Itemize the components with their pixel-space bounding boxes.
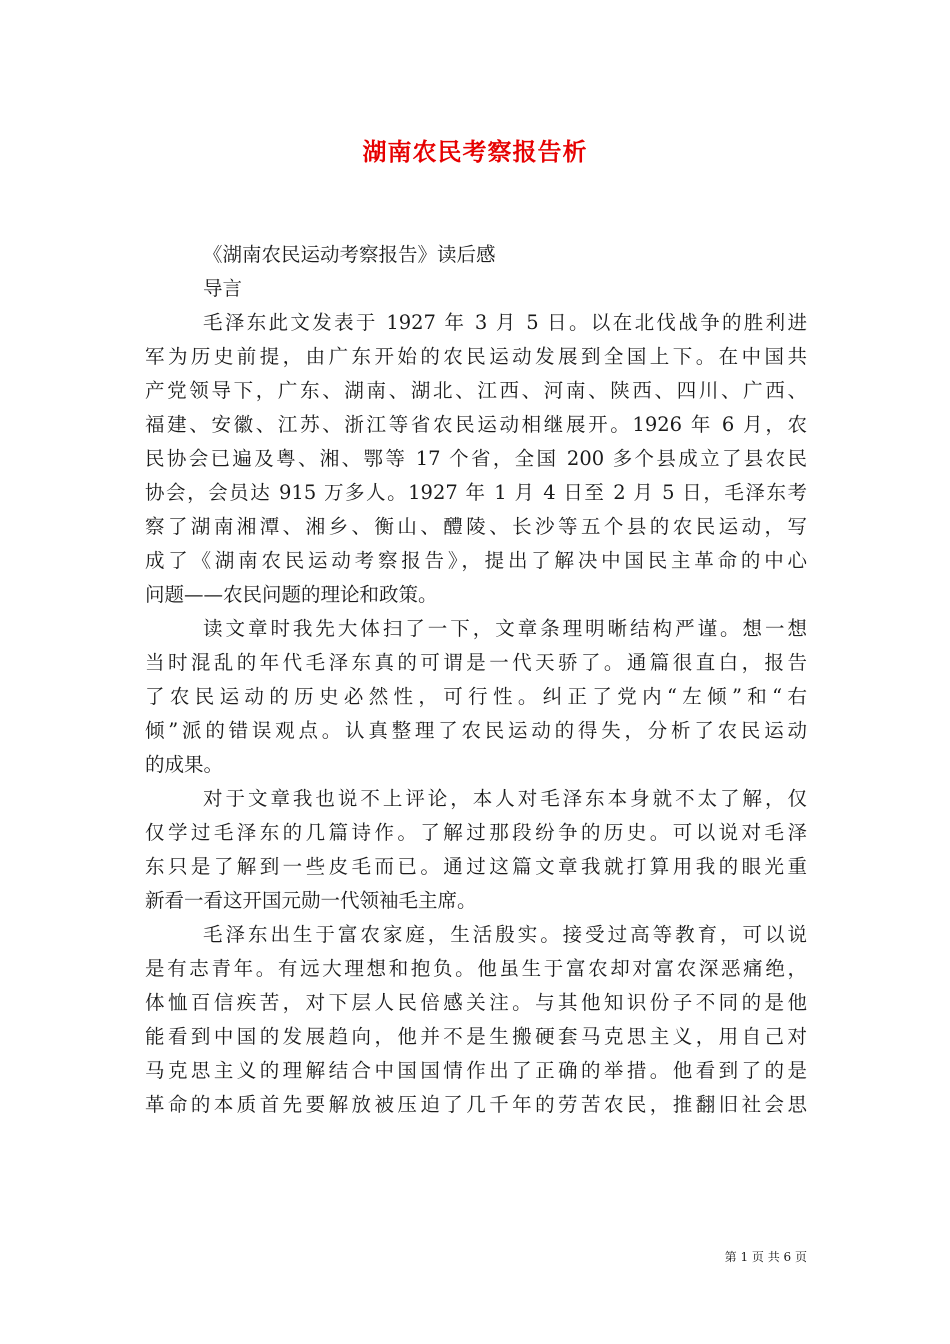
paragraph-line: 体恤百信疾苦，对下层人民倍感关注。与其他知识份子不同的是他 — [145, 991, 807, 1014]
paragraph-line: 革命的本质首先要解放被压迫了几千年的劳苦农民，推翻旧社会思 — [145, 1093, 807, 1116]
paragraph-line: 东只是了解到一些皮毛而已。通过这篇文章我就打算用我的眼光重 — [145, 855, 807, 878]
paragraph-line: 毛泽东此文发表于 1927 年 3 月 5 日。以在北伐战争的胜利进 — [203, 311, 807, 334]
paragraph-line: 察了湖南湘潭、湘乡、衡山、醴陵、长沙等五个县的农民运动，写 — [145, 515, 807, 538]
paragraph-line: 民协会已遍及粤、湘、鄂等 17 个省，全国 200 多个县成立了县农民 — [145, 447, 807, 470]
paragraph-line: 军为历史前提，由广东开始的农民运动发展到全国上下。在中国共 — [145, 345, 807, 368]
paragraph-line: 的成果。 — [145, 753, 224, 776]
paragraph-line: 是有志青年。有远大理想和抱负。他虽生于富农却对富农深恶痛绝， — [145, 957, 807, 980]
paragraph-line: 马克思主义的理解结合中国国情作出了正确的举措。他看到了的是 — [145, 1059, 807, 1082]
paragraph-line: 读文章时我先大体扫了一下，文章条理明晰结构严谨。想一想 — [203, 617, 807, 640]
paragraph-line: 能看到中国的发展趋向，他并不是生搬硬套马克思主义，用自己对 — [145, 1025, 807, 1048]
page-number: 第 1 页 共 6 页 — [724, 1250, 807, 1264]
paragraph-line: 仅学过毛泽东的几篇诗作。了解过那段纷争的历史。可以说对毛泽 — [145, 821, 807, 844]
paragraph-line: 对于文章我也说不上评论，本人对毛泽东本身就不太了解，仅 — [203, 787, 807, 810]
section-heading: 导言 — [203, 277, 243, 300]
paragraph-line: 了农民运动的历史必然性，可行性。纠正了党内“左倾”和“右 — [145, 685, 807, 708]
paragraph-line: 新看一看这开国元勋一代领袖毛主席。 — [145, 889, 477, 912]
paragraph-line: 协会，会员达 915 万多人。1927 年 1 月 4 日至 2 月 5 日，毛泽东考 — [145, 481, 807, 504]
paragraph-line: 当时混乱的年代毛泽东真的可谓是一代天骄了。通篇很直白，报告 — [145, 651, 807, 674]
paragraph-line: 福建、安徽、江苏、浙江等省农民运动相继展开。1926 年 6 月，农 — [145, 413, 807, 436]
paragraph-line: 毛泽东出生于富农家庭，生活殷实。接受过高等教育，可以说 — [203, 923, 807, 946]
paragraph-line: 倾”派的错误观点。认真整理了农民运动的得失，分析了农民运动 — [145, 719, 807, 742]
paragraph-line: 产党领导下，广东、湖南、湖北、江西、河南、陕西、四川、广西、 — [145, 379, 807, 402]
document-title: 湖南农民考察报告析 — [362, 137, 588, 166]
paragraph-line: 成了《湖南农民运动考察报告》，提出了解决中国民主革命的中心 — [145, 549, 807, 572]
paragraph-line: 问题——农民问题的理论和政策。 — [145, 583, 438, 606]
subtitle-line: 《湖南农民运动考察报告》读后感 — [203, 243, 496, 266]
document-body — [145, 238, 807, 1122]
